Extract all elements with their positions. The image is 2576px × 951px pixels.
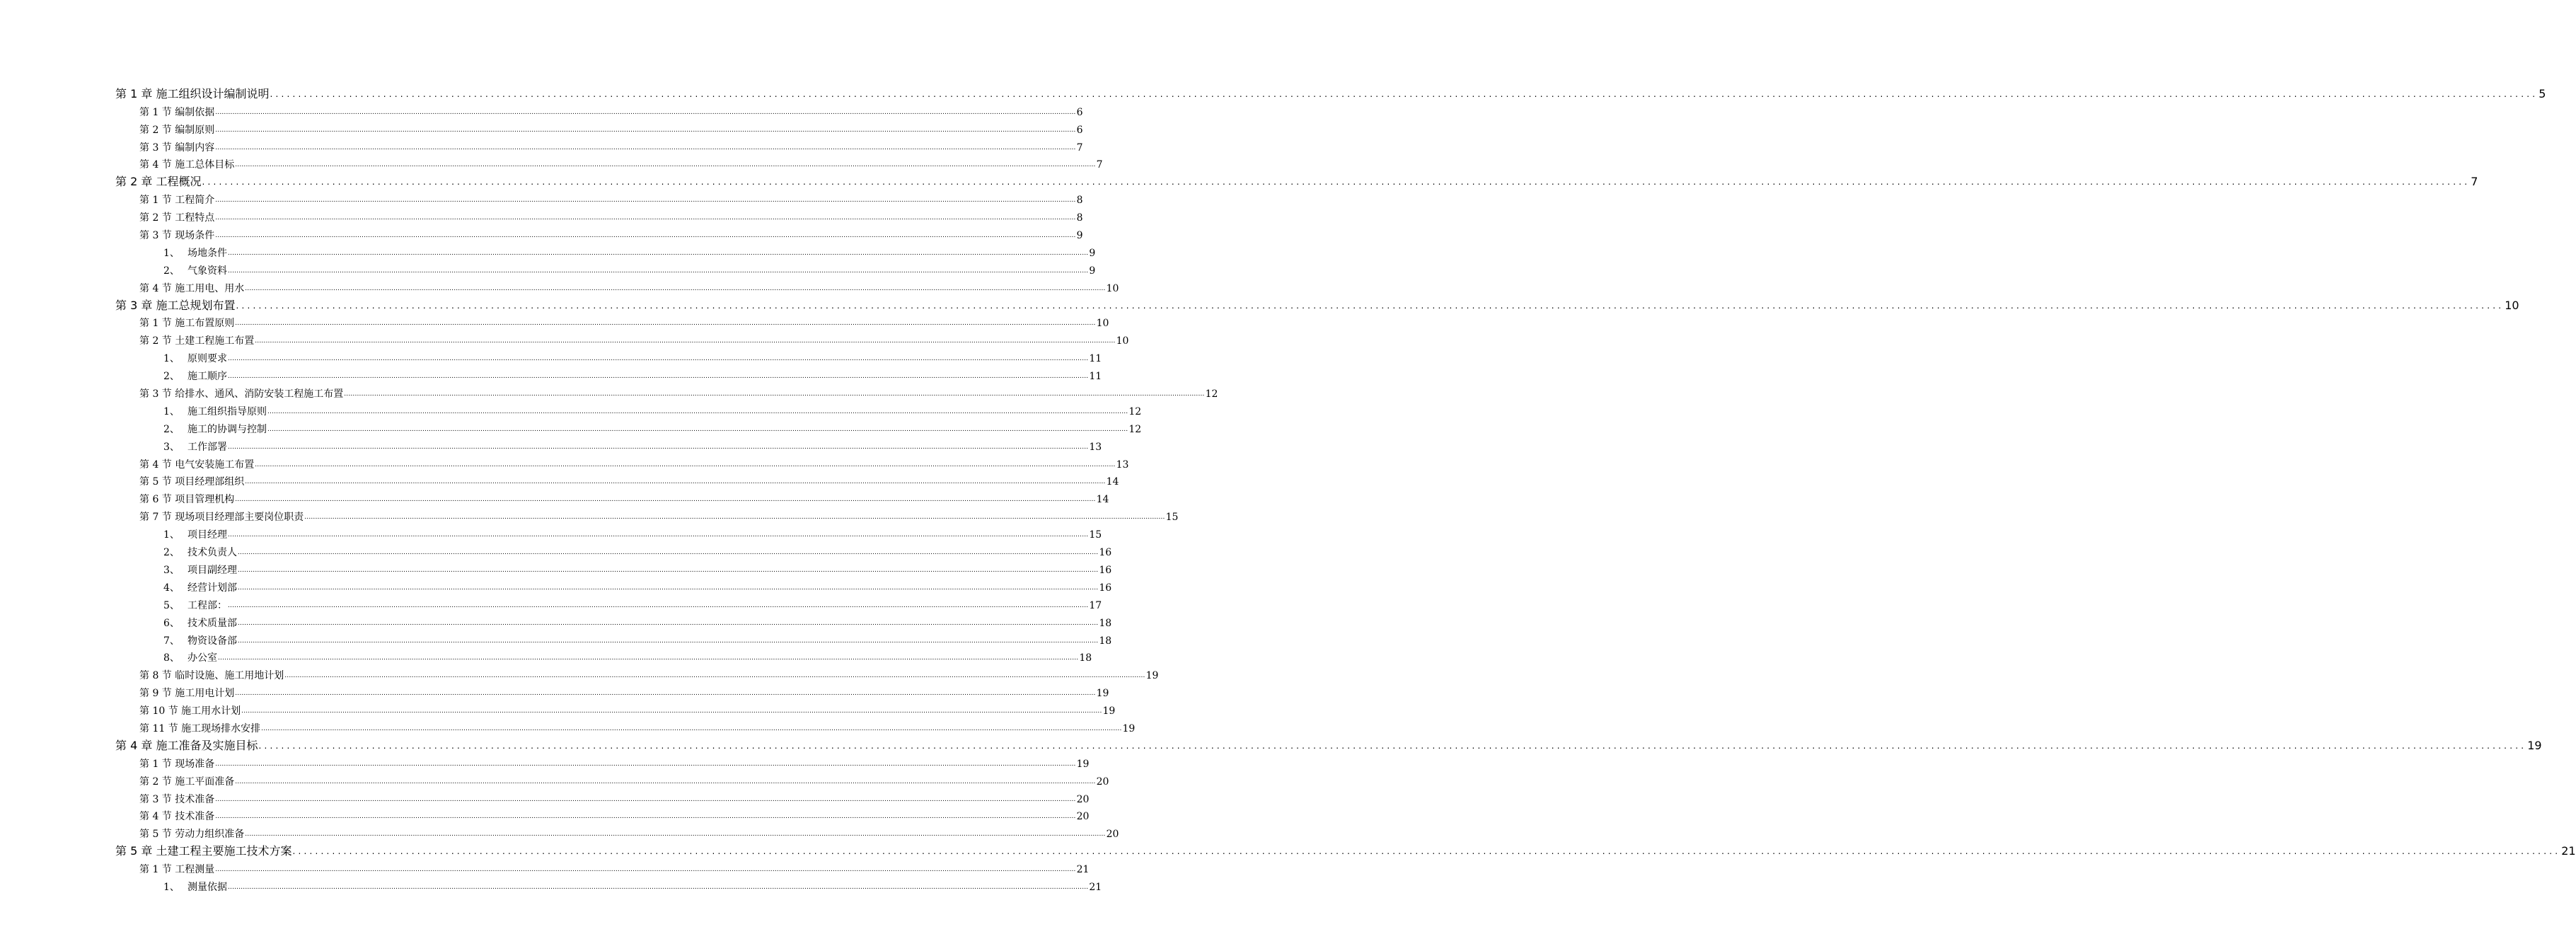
toc-entry-title [163,652,217,664]
toc-page-number: 16 [1099,547,1112,559]
toc-page-number: 6 [1076,124,1083,136]
toc-section-entry[interactable] [115,488,1109,506]
toc-page-number: 9 [1089,247,1096,259]
toc-item-number: 8、 [163,652,180,664]
toc-item-number: 3、 [163,441,180,453]
toc-item-number: 1、 [163,881,180,893]
dot-leader: ................................................................................................................................................................................................................................................................................................................................................................................................................ [215,813,1076,821]
toc-entry-title: 第 10 节 施工用水计划 [139,705,241,717]
toc-page-number: 19 [1122,722,1136,734]
toc-page-number: 10 [1096,318,1109,330]
toc-page-number: 12 [1128,423,1142,435]
toc-section-entry[interactable] [115,682,1109,700]
toc-page-number: 18 [1079,652,1092,664]
toc-item-entry[interactable] [115,260,1096,277]
toc-page-number: 8 [1076,195,1083,207]
toc-item-entry[interactable] [115,418,1142,436]
toc-entry-title [163,529,227,541]
dot-leader: ................................................................................................................................................................................................................................................................................................................................................................................................................ [261,725,1122,732]
toc-item-number: 4、 [163,582,180,594]
toc-page-number: 20 [1076,793,1090,805]
toc-page-number: 16 [1099,564,1112,576]
toc-section-entry[interactable] [115,277,1119,295]
dot-leader: ................................................................................................................................................................................................................................................................................................................................................................................................................ [238,566,1099,574]
toc-page-number: 15 [1089,529,1102,541]
toc-item-label: 施工顺序 [187,371,227,383]
toc-page-number: 19 [2527,738,2542,752]
toc-entry-title [163,881,227,894]
dot-leader: ................................................................................................................................................................................................................................................................................................................................................................................................................ [228,373,1089,381]
toc-item-number: 5、 [163,599,180,611]
table-of-contents [115,83,2576,894]
toc-item-entry[interactable] [115,876,1102,894]
toc-page-number: 14 [1096,494,1109,506]
toc-item-entry[interactable] [115,524,1102,541]
toc-item-entry[interactable] [115,594,1102,612]
toc-page-number: 10 [1116,335,1129,347]
toc-page-number: 21 [1089,881,1102,893]
toc-section-entry[interactable] [115,717,1136,735]
toc-entry-title: 第 8 节 临时设施、施工用地计划 [139,670,284,682]
toc-entry-title: 第 5 章 土建工程主要施工技术方案 [115,844,292,858]
toc-page-number: 6 [1076,106,1083,118]
toc-section-entry[interactable] [115,454,1129,471]
toc-entry-title: 第 4 章 施工准备及实施目标 [115,738,258,752]
toc-entry-title: 第 5 节 项目经理部组织 [139,476,245,488]
toc-item-number: 6、 [163,617,180,629]
dot-leader: ................................................................................................................................................................................................................................................................................................................................................................................................................ [258,740,2527,751]
toc-entry-title: 第 1 节 工程简介 [139,195,215,207]
dot-leader: ................................................................................................................................................................................................................................................................................................................................................................................................................ [228,249,1089,257]
dot-leader: ................................................................................................................................................................................................................................................................................................................................................................................................................ [238,637,1099,645]
dot-leader: ................................................................................................................................................................................................................................................................................................................................................................................................................ [292,846,2561,857]
toc-entry-title: 第 3 节 现场条件 [139,230,215,242]
toc-page-number: 17 [1089,599,1102,611]
toc-page-number: 7 [1076,142,1083,154]
dot-leader: ................................................................................................................................................................................................................................................................................................................................................................................................................ [215,126,1076,134]
dot-leader: ................................................................................................................................................................................................................................................................................................................................................................................................................ [241,708,1102,715]
dot-leader: ................................................................................................................................................................................................................................................................................................................................................................................................................ [245,831,1106,838]
dot-leader: ................................................................................................................................................................................................................................................................................................................................................................................................................ [238,549,1099,557]
dot-leader: ................................................................................................................................................................................................................................................................................................................................................................................................................ [267,408,1128,415]
toc-page-number: 5 [2539,86,2546,100]
toc-section-entry[interactable] [115,753,1090,771]
toc-item-label: 项目副经理 [187,564,237,576]
toc-page-number: 12 [1205,388,1218,400]
toc-item-number: 3、 [163,564,180,576]
toc-page-number: 13 [1116,459,1129,471]
dot-leader: ................................................................................................................................................................................................................................................................................................................................................................................................................ [215,144,1076,151]
dot-leader: ................................................................................................................................................................................................................................................................................................................................................................................................................ [245,478,1106,486]
toc-entry-title: 第 7 节 现场项目经理部主要岗位职责 [139,512,304,524]
toc-item-entry[interactable] [115,347,1102,365]
toc-page-number: 8 [1076,212,1083,224]
toc-entry-title: 第 4 节 施工总体目标 [139,159,235,171]
toc-page-number: 20 [1106,829,1119,841]
toc-item-label: 技术负责人 [187,547,237,559]
toc-item-label: 原则要求 [187,353,227,365]
dot-leader: ................................................................................................................................................................................................................................................................................................................................................................................................................ [238,619,1099,627]
toc-entry-title [163,265,227,277]
toc-entry-title [163,405,267,418]
toc-section-entry[interactable] [115,313,1109,330]
toc-entry-title [163,635,237,647]
toc-entry-title [163,617,237,630]
toc-entry-title: 第 2 章 工程概况 [115,175,202,189]
toc-page-number: 15 [1165,512,1179,524]
dot-leader: ................................................................................................................................................................................................................................................................................................................................................................................................................ [235,320,1096,328]
toc-entry-title: 第 1 节 施工布置原则 [139,318,235,330]
dot-leader: ................................................................................................................................................................................................................................................................................................................................................................................................................ [344,391,1205,398]
toc-entry-title [163,564,237,577]
toc-item-label: 经营计划部 [187,582,237,594]
toc-page-number: 7 [1096,159,1103,171]
toc-section-entry[interactable] [115,506,1179,524]
toc-entry-title: 第 1 节 现场准备 [139,758,215,770]
toc-entry-title: 第 2 节 工程特点 [139,212,215,224]
toc-page-number: 11 [1089,371,1102,383]
toc-section-entry[interactable] [115,119,1083,137]
toc-chapter-entry[interactable] [115,841,2576,858]
toc-item-number: 7、 [163,635,180,647]
toc-page-number: 9 [1076,230,1083,242]
toc-item-entry[interactable] [115,612,1112,630]
toc-item-label: 办公室 [187,652,217,664]
toc-item-label: 场地条件 [187,247,227,259]
toc-item-entry[interactable] [115,541,1112,559]
toc-entry-title: 第 9 节 施工用电计划 [139,688,235,700]
dot-leader: ................................................................................................................................................................................................................................................................................................................................................................................................................ [215,795,1076,803]
toc-page-number: 10 [2505,298,2519,312]
toc-item-number: 1、 [163,405,180,417]
toc-entry-title [163,441,227,454]
toc-section-entry[interactable] [115,806,1090,824]
toc-entry-title [163,582,237,594]
dot-leader: ................................................................................................................................................................................................................................................................................................................................................................................................................ [228,267,1089,275]
dot-leader: ................................................................................................................................................................................................................................................................................................................................................................................................................ [228,355,1089,363]
toc-item-number: 2、 [163,265,180,277]
toc-item-number: 1、 [163,247,180,259]
toc-item-label: 气象资料 [187,265,227,277]
toc-item-number: 1、 [163,353,180,365]
toc-section-entry[interactable] [115,207,1083,224]
toc-item-entry[interactable] [115,365,1102,383]
toc-section-entry[interactable] [115,154,1103,172]
toc-page-number: 10 [1106,282,1119,294]
toc-entry-title [163,370,227,383]
toc-entry-title: 第 4 节 电气安装施工布置 [139,459,255,471]
toc-section-entry[interactable] [115,771,1109,788]
toc-section-entry[interactable] [115,137,1083,154]
toc-chapter-entry[interactable] [115,83,2546,101]
dot-leader: ................................................................................................................................................................................................................................................................................................................................................................................................................ [215,866,1076,874]
toc-chapter-entry[interactable] [115,735,2542,753]
toc-entry-title: 第 2 节 编制原则 [139,124,215,136]
toc-page-number: 9 [1089,265,1096,277]
dot-leader: ................................................................................................................................................................................................................................................................................................................................................................................................................ [238,584,1099,592]
dot-leader: ................................................................................................................................................................................................................................................................................................................................................................................................................ [235,690,1096,698]
dot-leader: ................................................................................................................................................................................................................................................................................................................................................................................................................ [284,672,1145,680]
dot-leader: ................................................................................................................................................................................................................................................................................................................................................................................................................ [228,443,1089,451]
toc-entry-title: 第 1 节 工程测量 [139,864,215,876]
toc-page-number: 21 [1076,864,1090,876]
toc-item-label: 物资设备部 [187,635,237,647]
toc-page-number: 19 [1145,670,1159,682]
toc-page-number: 12 [1128,405,1142,417]
toc-item-entry[interactable] [115,647,1092,665]
dot-leader: ................................................................................................................................................................................................................................................................................................................................................................................................................ [255,461,1116,468]
dot-leader: ................................................................................................................................................................................................................................................................................................................................................................................................................ [215,760,1076,768]
toc-item-label: 技术质量部 [187,617,237,629]
toc-entry-title: 第 3 章 施工总规划布置 [115,298,236,312]
dot-leader: ................................................................................................................................................................................................................................................................................................................................................................................................................ [236,300,2505,311]
toc-entry-title: 第 5 节 劳动力组织准备 [139,829,245,841]
toc-chapter-entry[interactable] [115,295,2519,313]
toc-entry-title: 第 4 节 技术准备 [139,811,215,823]
toc-page-number: 19 [1076,758,1090,770]
toc-entry-title: 第 3 节 技术准备 [139,793,215,805]
toc-item-label: 项目经理 [187,529,227,541]
toc-entry-title: 第 11 节 施工现场排水安排 [139,722,261,734]
toc-page-number: 21 [2561,844,2576,858]
toc-page-number: 14 [1106,476,1119,488]
toc-item-number: 2、 [163,423,180,435]
toc-page-number: 16 [1099,582,1112,594]
toc-item-entry[interactable] [115,400,1142,418]
toc-chapter-entry[interactable] [115,171,2478,189]
toc-entry-title [163,247,227,260]
toc-item-label: 工程部： [187,599,227,611]
toc-item-number: 1、 [163,529,180,541]
toc-entry-title: 第 4 节 施工用电、用水 [139,282,245,294]
toc-section-entry[interactable] [115,330,1129,347]
dot-leader: ................................................................................................................................................................................................................................................................................................................................................................................................................ [215,214,1076,222]
toc-entry-title: 第 2 节 施工平面准备 [139,776,235,788]
toc-page-number: 20 [1076,811,1090,823]
toc-entry-title: 第 6 节 项目管理机构 [139,494,235,506]
toc-page-number: 7 [2471,175,2478,189]
toc-entry-title [163,546,237,559]
dot-leader: ................................................................................................................................................................................................................................................................................................................................................................................................................ [228,601,1089,609]
toc-item-entry[interactable] [115,436,1102,454]
toc-page-number: 18 [1099,635,1112,647]
toc-item-entry[interactable] [115,577,1112,594]
toc-item-label: 施工组织指导原则 [187,405,267,417]
dot-leader: ................................................................................................................................................................................................................................................................................................................................................................................................................ [202,177,2471,188]
toc-entry-title [163,599,227,612]
toc-page-number: 18 [1099,617,1112,629]
dot-leader: ................................................................................................................................................................................................................................................................................................................................................................................................................ [218,655,1079,662]
toc-entry-title: 第 1 节 编制依据 [139,106,215,118]
toc-page-number: 13 [1089,441,1102,453]
dot-leader: ................................................................................................................................................................................................................................................................................................................................................................................................................ [215,197,1076,204]
toc-entry-title: 第 3 节 编制内容 [139,142,215,154]
toc-item-entry[interactable] [115,559,1112,577]
dot-leader: ................................................................................................................................................................................................................................................................................................................................................................................................................ [235,161,1096,169]
dot-leader: ................................................................................................................................................................................................................................................................................................................................................................................................................ [270,88,2539,99]
toc-item-entry[interactable] [115,242,1096,260]
toc-item-number: 2、 [163,547,180,559]
toc-section-entry[interactable] [115,224,1083,242]
toc-section-entry[interactable] [115,700,1116,717]
toc-section-entry[interactable] [115,858,1090,876]
toc-page-number: 19 [1096,688,1109,700]
toc-section-entry[interactable] [115,664,1159,682]
toc-section-entry[interactable] [115,101,1083,119]
dot-leader: ................................................................................................................................................................................................................................................................................................................................................................................................................ [304,514,1165,521]
toc-item-label: 工作部署 [187,441,227,453]
dot-leader: ................................................................................................................................................................................................................................................................................................................................................................................................................ [235,496,1096,504]
toc-section-entry[interactable] [115,189,1083,207]
dot-leader: ................................................................................................................................................................................................................................................................................................................................................................................................................ [267,425,1128,433]
toc-page-number: 11 [1089,353,1102,365]
dot-leader: ................................................................................................................................................................................................................................................................................................................................................................................................................ [235,778,1096,785]
toc-item-number: 2、 [163,371,180,383]
toc-entry-title: 第 1 章 施工组织设计编制说明 [115,86,270,100]
dot-leader: ................................................................................................................................................................................................................................................................................................................................................................................................................ [228,883,1089,891]
toc-page-number: 20 [1096,776,1109,788]
toc-section-entry[interactable] [115,823,1119,841]
toc-entry-title: 第 2 节 土建工程施工布置 [139,335,255,347]
toc-entry-title [163,352,227,365]
dot-leader: ................................................................................................................................................................................................................................................................................................................................................................................................................ [215,108,1076,116]
toc-section-entry[interactable] [115,788,1090,806]
toc-item-label: 测量依据 [187,881,227,893]
toc-item-entry[interactable] [115,630,1112,647]
dot-leader: ................................................................................................................................................................................................................................................................................................................................................................................................................ [255,338,1116,345]
toc-entry-title [163,423,267,436]
toc-section-entry[interactable] [115,471,1119,489]
dot-leader: ................................................................................................................................................................................................................................................................................................................................................................................................................ [245,284,1106,292]
toc-page-number: 19 [1102,705,1116,717]
dot-leader: ................................................................................................................................................................................................................................................................................................................................................................................................................ [215,232,1076,240]
toc-item-label: 施工的协调与控制 [187,423,267,435]
toc-entry-title: 第 3 节 给排水、通风、消防安装工程施工布置 [139,388,344,400]
toc-section-entry[interactable] [115,383,1218,400]
dot-leader: ................................................................................................................................................................................................................................................................................................................................................................................................................ [228,531,1089,539]
